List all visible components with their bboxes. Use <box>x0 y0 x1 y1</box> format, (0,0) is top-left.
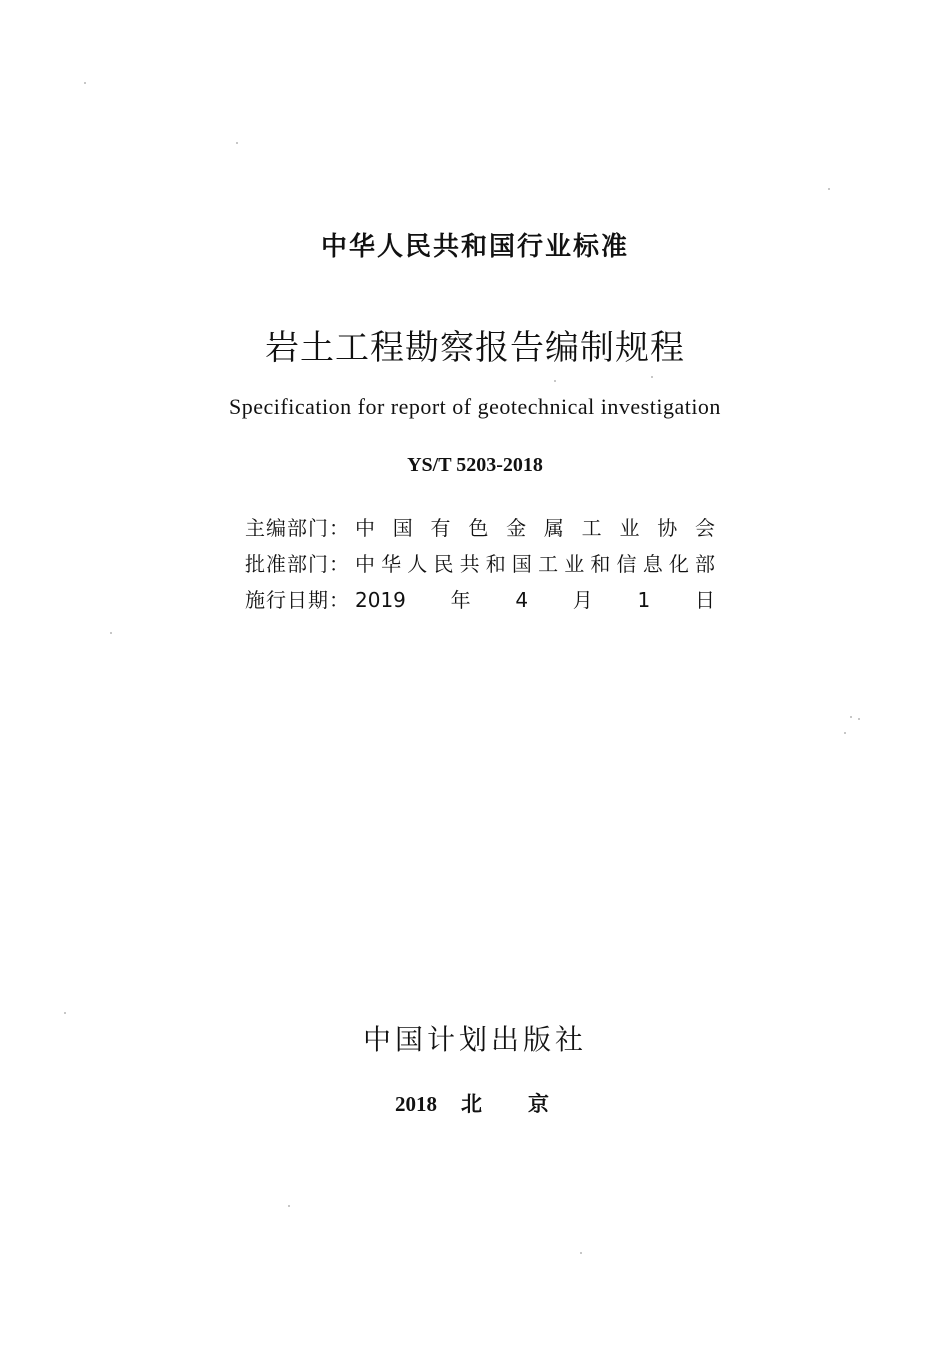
scan-speck <box>828 188 830 190</box>
editor-label: 主编部门： <box>245 516 350 540</box>
publisher-name: 中国计划出版社 <box>362 1023 587 1056</box>
document-title-chinese: 岩土工程勘察报告编制规程 <box>265 328 685 368</box>
approver-label: 批准部门： <box>245 552 350 576</box>
document-title-english: Specification for report of geotechnical investigation <box>229 394 721 419</box>
effective-date-value: 2019年4月1日 <box>355 588 715 612</box>
approver-value: 中华人民共和国工业和信息化部 <box>355 552 715 576</box>
scan-speck <box>580 1252 582 1254</box>
scan-speck <box>850 716 852 718</box>
approver-row <box>245 548 715 584</box>
scan-speck <box>236 142 238 144</box>
publication-city: 北京 <box>461 1092 595 1116</box>
publication-info <box>245 512 715 620</box>
standard-type-heading: 中华人民共和国行业标准 <box>320 232 629 262</box>
scan-speck <box>110 632 112 634</box>
scan-speck <box>288 1205 290 1207</box>
scan-speck <box>554 380 556 382</box>
effective-date-row <box>245 584 715 620</box>
standard-code: YS/T 5203-2018 <box>407 454 543 476</box>
scan-speck <box>651 376 653 378</box>
scan-speck <box>844 732 846 734</box>
scan-speck <box>84 82 86 84</box>
editor-row <box>245 512 715 548</box>
scan-speck <box>858 718 860 720</box>
effective-date-label: 施行日期： <box>245 588 350 612</box>
publication-place <box>395 1088 595 1118</box>
publication-year: 2018 <box>395 1092 437 1116</box>
editor-value: 中国有色金属工业协会 <box>355 516 715 540</box>
scan-speck <box>64 1012 66 1014</box>
